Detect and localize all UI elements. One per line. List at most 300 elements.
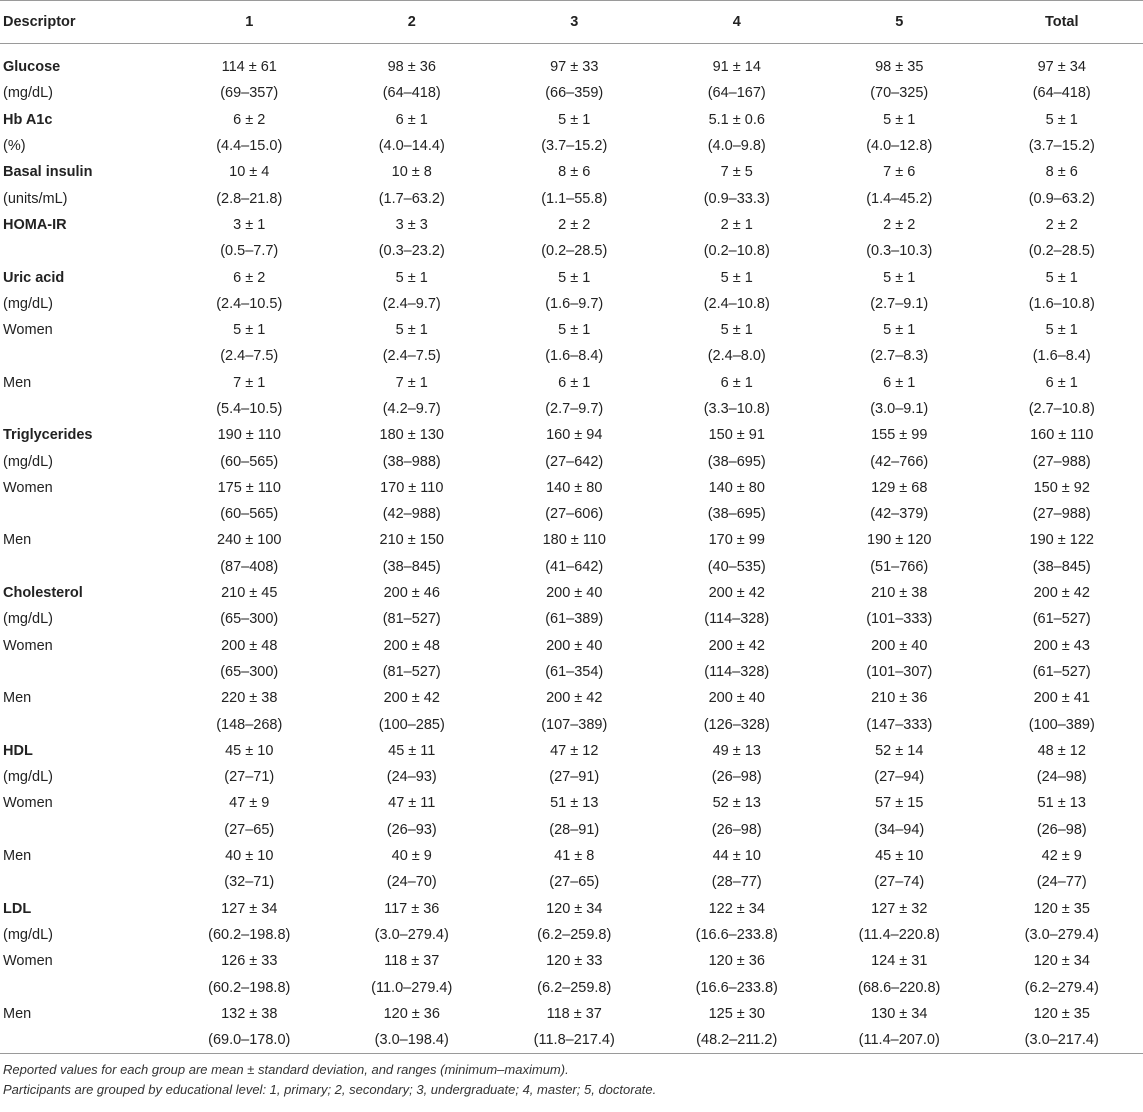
cell-range: (0.3–23.2) [378,243,445,260]
cell-range: (65–300) [220,663,279,680]
cell-range: (3.7–15.2) [1028,138,1095,155]
cell-mean: 57 ± 15 [875,795,924,812]
cell-range: (65–300) [220,611,279,628]
cell-range: (2.4–7.5) [220,348,279,365]
cell-mean: 10 ± 8 [391,164,432,181]
cell-mean: 45 ± 10 [875,848,924,865]
cell-mean: 120 ± 36 [708,953,765,970]
cell-range: (114–328) [704,663,770,680]
row-label: Men [3,532,32,549]
row-label: Triglycerides [3,427,93,444]
cell-mean: 5 ± 1 [395,269,428,286]
cell-mean: 200 ± 48 [221,637,278,654]
cell-range: (148–268) [216,716,283,733]
cell-range: (69–357) [220,85,279,102]
cell-mean: 40 ± 10 [225,848,274,865]
table-row-ranges [0,659,1143,685]
cell-mean: 48 ± 12 [1037,742,1086,759]
table-row-means [0,948,1143,974]
cell-mean: 6 ± 2 [233,111,266,128]
cell-range: (2.8–21.8) [216,190,283,207]
cell-range: (61–527) [1032,611,1091,628]
cell-range: (2.7–10.8) [1028,401,1095,417]
cell-range: (3.0–279.4) [1024,926,1099,943]
table-row-ranges [0,238,1143,264]
cell-range: (126–328) [703,716,770,733]
cell-mean: 120 ± 34 [1033,953,1090,970]
row-label: Women [3,795,53,812]
cell-mean: 140 ± 80 [546,479,603,496]
cell-range: (42–988) [382,506,441,523]
cell-range: (2.4–8.0) [707,348,766,365]
cell-range: (16.6–233.8) [695,979,778,996]
row-label: Women [3,479,53,496]
cell-mean: 5 ± 1 [1045,111,1078,128]
header-row [0,1,1143,44]
cell-mean: 5 ± 1 [883,111,916,128]
header-total: Total [981,1,1143,44]
header-group-4: 4 [656,1,819,44]
cell-range: (28–91) [549,821,600,838]
cell-mean: 51 ± 13 [1037,795,1086,812]
table-row-ranges [0,133,1143,159]
table-row-means [0,475,1143,501]
cell-range: (6.2–259.8) [537,979,612,996]
row-sublabel: (units/mL) [3,190,68,207]
cell-mean: 120 ± 34 [546,900,603,917]
table-row-ranges [0,291,1143,317]
cell-mean: 6 ± 1 [883,374,916,391]
table-row-ranges [0,1027,1143,1054]
cell-range: (114–328) [704,611,770,628]
cell-range: (3.3–10.8) [703,401,770,417]
cell-range: (26–98) [1036,821,1087,838]
cell-range: (24–70) [386,874,437,891]
row-label: HDL [3,742,33,759]
row-sublabel [0,554,168,580]
cell-mean: 41 ± 8 [554,848,595,865]
cell-mean: 160 ± 110 [1030,427,1094,444]
cell-mean: 240 ± 100 [217,532,282,549]
cell-range: (27–988) [1032,506,1091,523]
cell-range: (4.0–12.8) [866,138,933,155]
cell-range: (27–71) [224,769,275,786]
cell-range: (2.7–9.7) [545,401,604,417]
spacer-cell [0,44,1143,55]
cell-range: (0.2–10.8) [703,243,770,260]
table-notes [0,1060,1143,1100]
row-sublabel: (%) [3,138,26,155]
table-row-means [0,843,1143,869]
cell-mean: 150 ± 91 [708,427,765,444]
cell-mean: 97 ± 34 [1037,59,1086,76]
row-sublabel [0,343,168,369]
cell-mean: 5.1 ± 0.6 [708,111,765,128]
cell-mean: 130 ± 34 [871,1005,928,1022]
cell-mean: 7 ± 1 [395,374,428,391]
cell-mean: 120 ± 35 [1033,900,1090,917]
cell-range: (24–77) [1036,874,1087,891]
cell-mean: 2 ± 2 [883,216,916,233]
note-line-2: Participants are grouped by educational level: 1, primary; 2, secondary; 3, undergraduate; 4, master; 5, doctorate. [3,1082,657,1098]
cell-mean: 42 ± 9 [1041,848,1082,865]
cell-mean: 5 ± 1 [395,322,428,339]
cell-range: (26–93) [386,821,437,838]
cell-mean: 129 ± 68 [871,479,928,496]
cell-range: (6.2–259.8) [537,926,612,943]
cell-mean: 3 ± 1 [233,216,266,233]
cell-mean: 6 ± 1 [1045,374,1078,391]
table-row-means [0,896,1143,922]
row-sublabel [0,501,168,527]
cell-mean: 49 ± 13 [712,742,761,759]
cell-range: (0.3–10.3) [866,243,933,260]
cell-mean: 40 ± 9 [391,848,432,865]
cell-range: (27–988) [1032,453,1091,470]
cell-mean: 98 ± 36 [387,59,436,76]
table-row-means [0,685,1143,711]
cell-range: (81–527) [382,611,441,628]
cell-mean: 8 ± 6 [558,164,591,181]
table-row-means [0,317,1143,343]
cell-range: (0.9–63.2) [1028,190,1095,207]
cell-mean: 6 ± 2 [233,269,266,286]
header-descriptor: Descriptor [0,1,168,44]
row-sublabel: (mg/dL) [3,769,53,786]
cell-mean: 6 ± 1 [720,374,753,391]
cell-range: (16.6–233.8) [695,926,778,943]
cell-mean: 190 ± 120 [867,532,932,549]
cell-range: (1.6–8.4) [1032,348,1091,365]
cell-range: (64–418) [1032,85,1091,102]
cell-mean: 127 ± 34 [221,900,278,917]
table-row-means [0,527,1143,553]
cell-range: (0.2–28.5) [1028,243,1095,260]
cell-mean: 91 ± 14 [712,59,761,76]
cell-range: (0.2–28.5) [541,243,608,260]
cell-mean: 122 ± 34 [708,900,765,917]
table-row-ranges [0,869,1143,895]
cell-mean: 127 ± 32 [871,900,928,917]
row-label: Men [3,848,32,865]
cell-range: (38–845) [1032,558,1091,575]
cell-mean: 175 ± 110 [217,479,281,496]
row-sublabel: (mg/dL) [3,295,53,312]
cell-mean: 170 ± 110 [380,479,444,496]
table-row-means [0,633,1143,659]
cell-range: (1.1–55.8) [541,190,608,207]
cell-mean: 6 ± 1 [395,111,428,128]
row-label: Glucose [3,59,61,76]
table-row-means [0,1001,1143,1027]
row-sublabel [0,869,168,895]
row-label: Cholesterol [3,585,83,602]
row-label: LDL [3,900,32,917]
cell-range: (40–535) [707,558,766,575]
header-group-2: 2 [331,1,494,44]
cell-mean: 5 ± 1 [558,322,591,339]
cell-mean: 5 ± 1 [720,269,753,286]
table-header [0,1,1143,44]
cell-range: (61–389) [545,611,604,628]
cell-mean: 3 ± 3 [395,216,428,233]
table-row-ranges [0,974,1143,1000]
cell-range: (107–389) [541,716,608,733]
cell-range: (38–695) [707,453,766,470]
cell-range: (3.0–198.4) [331,1027,494,1054]
cell-mean: 140 ± 80 [708,479,765,496]
cell-range: (81–527) [382,663,441,680]
row-label: Men [3,690,32,707]
table-row-ranges [0,396,1143,422]
cell-range: (68.6–220.8) [858,979,941,996]
row-sublabel [0,238,168,264]
cell-mean: 190 ± 110 [217,427,281,444]
cell-range: (3.0–217.4) [981,1027,1143,1054]
cell-range: (100–389) [1028,716,1095,733]
cell-mean: 120 ± 36 [383,1005,440,1022]
cell-mean: 160 ± 94 [546,427,603,444]
cell-range: (4.4–15.0) [216,138,283,155]
cell-mean: 114 ± 61 [221,59,277,76]
cell-range: (26–98) [711,769,762,786]
cell-range: (147–333) [866,716,933,733]
cell-range: (69.0–178.0) [168,1027,331,1054]
cell-mean: 2 ± 1 [720,216,753,233]
cell-range: (26–98) [711,821,762,838]
cell-range: (1.7–63.2) [378,190,445,207]
cell-range: (27–606) [545,506,604,523]
cell-mean: 7 ± 6 [883,164,916,181]
table-row-means [0,54,1143,80]
cell-mean: 2 ± 2 [1045,216,1078,233]
cell-range: (2.4–10.5) [216,295,283,312]
cell-mean: 10 ± 4 [229,164,270,181]
cell-range: (100–285) [378,716,445,733]
table-row-means [0,264,1143,290]
table-row-ranges [0,448,1143,474]
cell-range: (61–527) [1032,663,1091,680]
cell-range: (48.2–211.2) [656,1027,819,1054]
cell-mean: 5 ± 1 [1045,269,1078,286]
cell-mean: 210 ± 45 [221,585,278,602]
row-sublabel [0,711,168,737]
cell-range: (4.0–14.4) [378,138,445,155]
row-sublabel: (mg/dL) [3,453,53,470]
cell-mean: 220 ± 38 [221,690,278,707]
cell-mean: 120 ± 33 [546,953,603,970]
cell-mean: 190 ± 122 [1029,532,1094,549]
cell-range: (61–354) [545,663,604,680]
cell-range: (28–77) [711,874,762,891]
cell-range: (51–766) [870,558,929,575]
table-row-ranges [0,817,1143,843]
cell-mean: 52 ± 13 [712,795,761,812]
cell-range: (38–845) [382,558,441,575]
row-sublabel [0,1027,168,1054]
row-sublabel [0,817,168,843]
row-label: Women [3,322,53,339]
row-label: Uric acid [3,269,65,286]
cell-range: (101–333) [866,611,933,628]
cell-mean: 120 ± 35 [1033,1005,1090,1022]
cell-mean: 155 ± 99 [871,427,928,444]
cell-mean: 200 ± 46 [383,585,440,602]
table-row-means [0,370,1143,396]
table-row-means [0,159,1143,185]
cell-mean: 170 ± 99 [708,532,765,549]
cell-mean: 47 ± 12 [550,742,599,759]
row-sublabel: (mg/dL) [3,926,53,943]
cell-mean: 200 ± 48 [383,637,440,654]
cell-mean: 210 ± 36 [871,690,928,707]
cell-mean: 98 ± 35 [875,59,924,76]
cell-mean: 45 ± 11 [388,742,436,759]
cell-range: (27–642) [545,453,604,470]
row-label: HOMA-IR [3,216,67,233]
cell-range: (66–359) [545,85,604,102]
cell-mean: 200 ± 42 [383,690,440,707]
table-row-ranges [0,185,1143,211]
table-row-means [0,738,1143,764]
cell-mean: 180 ± 130 [379,427,444,444]
row-label: Women [3,637,53,654]
cell-mean: 117 ± 36 [384,900,440,917]
cell-range: (1.6–10.8) [1028,295,1095,312]
cell-range: (3.0–9.1) [870,401,929,417]
cell-range: (34–94) [874,821,925,838]
cell-range: (1.4–45.2) [866,190,933,207]
header-group-5: 5 [818,1,981,44]
row-sublabel: (mg/dL) [3,85,53,102]
cell-range: (38–988) [382,453,441,470]
row-label: Hb A1c [3,111,53,128]
table-row-means [0,107,1143,133]
cell-range: (4.2–9.7) [382,401,441,417]
cell-mean: 200 ± 43 [1033,637,1090,654]
cell-range: (42–379) [870,506,929,523]
row-label: Men [3,1005,32,1022]
row-sublabel: (mg/dL) [3,611,53,628]
row-sublabel [0,659,168,685]
cell-range: (27–94) [874,769,925,786]
table-row-ranges [0,80,1143,106]
cell-mean: 44 ± 10 [712,848,761,865]
cell-range: (24–93) [386,769,437,786]
cell-mean: 47 ± 11 [388,795,436,812]
cell-mean: 210 ± 150 [379,532,444,549]
cell-mean: 6 ± 1 [558,374,591,391]
cell-range: (87–408) [220,558,279,575]
cell-range: (3.7–15.2) [541,138,608,155]
cell-mean: 200 ± 42 [1033,585,1090,602]
cell-mean: 200 ± 41 [1033,690,1090,707]
row-sublabel [0,974,168,1000]
cell-range: (2.4–9.7) [382,295,441,312]
cell-range: (24–98) [1036,769,1087,786]
table-row-means [0,790,1143,816]
cell-range: (60–565) [220,453,279,470]
row-label: Basal insulin [3,164,93,181]
cell-mean: 45 ± 10 [225,742,274,759]
cell-range: (70–325) [870,85,929,102]
cell-range: (64–167) [707,85,766,102]
table-row-means [0,580,1143,606]
cell-mean: 118 ± 37 [546,1005,602,1022]
cell-mean: 7 ± 5 [720,164,753,181]
cell-range: (6.2–279.4) [1024,979,1099,996]
table-row-ranges [0,501,1143,527]
cell-range: (11.0–279.4) [371,979,453,996]
table-row-ranges [0,711,1143,737]
cell-mean: 5 ± 1 [558,269,591,286]
cell-range: (27–74) [874,874,925,891]
cell-range: (64–418) [382,85,441,102]
cell-mean: 200 ± 40 [546,585,603,602]
table-row-ranges [0,922,1143,948]
cell-range: (27–65) [224,821,275,838]
cell-range: (60–565) [220,506,279,523]
cell-range: (5.4–10.5) [216,401,283,417]
cell-range: (0.9–33.3) [703,190,770,207]
table-row-ranges [0,764,1143,790]
cell-mean: 200 ± 40 [546,637,603,654]
cell-range: (27–65) [549,874,600,891]
cell-mean: 200 ± 42 [708,637,765,654]
cell-mean: 132 ± 38 [221,1005,278,1022]
cell-range: (60.2–198.8) [208,979,291,996]
cell-range: (1.6–9.7) [545,295,604,312]
cell-mean: 97 ± 33 [550,59,599,76]
cell-mean: 125 ± 30 [708,1005,765,1022]
cell-range: (0.5–7.7) [220,243,279,260]
row-sublabel [0,396,168,422]
cell-mean: 5 ± 1 [883,322,916,339]
cell-mean: 126 ± 33 [221,953,278,970]
note-line-1: Reported values for each group are mean ± standard deviation, and ranges (minimum–maximum). [3,1062,569,1078]
row-label: Men [3,374,32,391]
cell-mean: 5 ± 1 [558,111,591,128]
cell-mean: 200 ± 40 [708,690,765,707]
cell-mean: 5 ± 1 [883,269,916,286]
cell-mean: 5 ± 1 [1045,322,1078,339]
cell-range: (2.4–10.8) [703,295,770,312]
row-label: Women [3,953,53,970]
table-row-means [0,422,1143,448]
cell-range: (32–71) [224,874,275,891]
spacer-row [0,44,1143,55]
cell-mean: 124 ± 31 [871,953,928,970]
table-row-ranges [0,343,1143,369]
table-row-ranges [0,606,1143,632]
cell-range: (11.8–217.4) [493,1027,656,1054]
cell-range: (2.7–8.3) [870,348,929,365]
cell-mean: 2 ± 2 [558,216,591,233]
cell-mean: 51 ± 13 [550,795,599,812]
cell-mean: 180 ± 110 [542,532,606,549]
cell-mean: 5 ± 1 [233,322,266,339]
header-group-1: 1 [168,1,331,44]
table-row-ranges [0,554,1143,580]
cell-range: (42–766) [870,453,929,470]
cell-mean: 118 ± 37 [384,953,440,970]
cell-mean: 210 ± 38 [871,585,928,602]
cell-range: (4.0–9.8) [707,138,766,155]
cell-mean: 52 ± 14 [875,742,924,759]
cell-range: (41–642) [545,558,604,575]
cell-range: (1.6–8.4) [545,348,604,365]
cell-range: (60.2–198.8) [208,926,291,943]
